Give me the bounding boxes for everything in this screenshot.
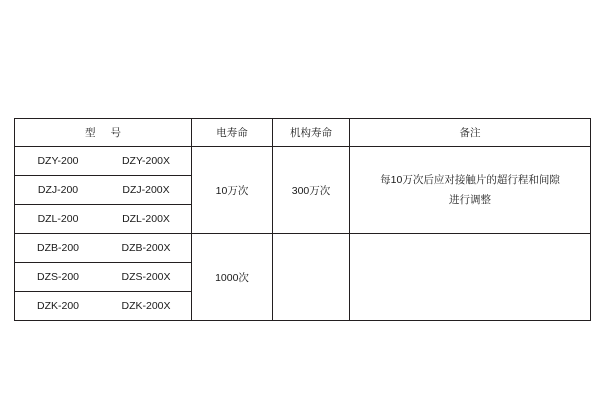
model-code-primary: DZS-200 — [36, 271, 79, 283]
model-code-primary: DZY-200 — [37, 155, 79, 167]
cell-remarks-group-2 — [350, 234, 591, 321]
header-electrical-life: 电寿命 — [192, 119, 273, 147]
header-model-label: 型 号 — [85, 127, 127, 139]
model-code-variant: DZB-200X — [121, 242, 171, 254]
cell-remarks-group-1 — [350, 147, 591, 234]
model-code-primary: DZL-200 — [37, 213, 79, 225]
header-model — [15, 119, 192, 147]
model-code-variant: DZY-200X — [121, 155, 171, 167]
cell-mechanical-life-group-2 — [273, 234, 350, 321]
cell-mechanical-life-group-1: 300万次 — [273, 147, 350, 234]
remarks-line-1: 每10万次后应对接触片的超行程和间隙 — [380, 174, 560, 186]
header-remarks: 备注 — [350, 119, 591, 147]
model-code-variant: DZK-200X — [121, 300, 171, 312]
header-mechanical-life: 机构寿命 — [273, 119, 350, 147]
model-code-variant: DZL-200X — [122, 213, 170, 225]
cell-model — [15, 176, 192, 205]
cell-model — [15, 234, 192, 263]
model-code-variant: DZS-200X — [121, 271, 171, 283]
model-code-primary: DZJ-200 — [37, 184, 79, 196]
model-code-primary: DZK-200 — [36, 300, 79, 312]
specification-table — [14, 118, 591, 321]
model-code-variant: DZJ-200X — [122, 184, 170, 196]
cell-model — [15, 263, 192, 292]
table-row — [15, 147, 591, 176]
model-code-primary: DZB-200 — [36, 242, 79, 254]
cell-model — [15, 147, 192, 176]
cell-electrical-life-group-2: 1000次 — [192, 234, 273, 321]
cell-model — [15, 292, 192, 321]
table-header-row — [15, 119, 591, 147]
remarks-line-2: 进行调整 — [449, 194, 491, 206]
cell-electrical-life-group-1: 10万次 — [192, 147, 273, 234]
cell-model — [15, 205, 192, 234]
table-row — [15, 234, 591, 263]
